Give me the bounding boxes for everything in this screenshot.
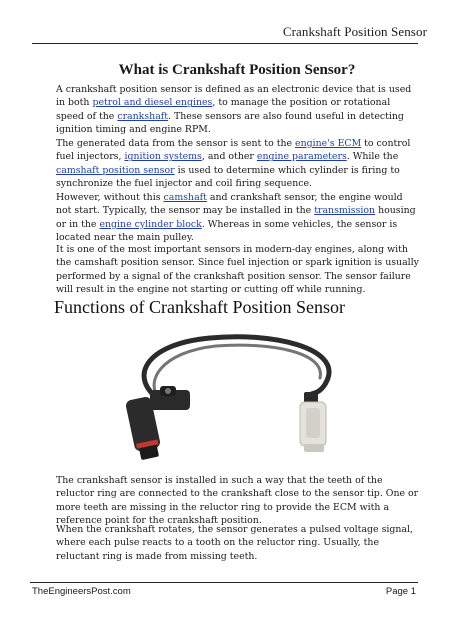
- sensor-connector: [300, 392, 326, 452]
- text-run: . These sensors are also found useful in detecting ignition timing and engine RPM.: [56, 110, 404, 136]
- paragraph-definition: [56, 83, 420, 137]
- text-run: , and other: [201, 151, 257, 163]
- sensor-body: [125, 386, 190, 460]
- text-run: However, without this: [56, 192, 164, 203]
- text-run: The generated data from the sensor is sent to the: [56, 138, 296, 149]
- paragraph-rotation: [56, 523, 420, 563]
- link-transmission[interactable]: transmission: [314, 205, 376, 217]
- link-engine-cylinder-block[interactable]: engine cylinder block: [99, 218, 202, 230]
- link-camshaft-position-sensor[interactable]: camshaft position sensor: [56, 164, 175, 176]
- paragraph-text: When the crankshaft rotates, the sensor generates a pulsed voltage signal, where each pulse reacts to a tooth on the reluctor ring. Usually, the reluctant ring is made from missing teeth.: [56, 524, 413, 562]
- text-run: and crankshaft sensor, the engine would not start. Typically, the sensor may be installed in the: [56, 192, 403, 217]
- link-ignition-systems[interactable]: ignition systems: [124, 151, 202, 163]
- paragraph-location: [56, 191, 420, 245]
- footer-rule: [30, 582, 418, 583]
- running-header-title: Crankshaft Position Sensor: [282, 24, 427, 39]
- paragraph-installation: [56, 474, 420, 528]
- link-petrol-diesel-engines[interactable]: petrol and diesel engines: [92, 97, 213, 109]
- link-camshaft[interactable]: camshaft: [163, 192, 207, 203]
- text-run: A crankshaft position sensor is defined as an electronic device that is used in both: [56, 84, 412, 109]
- paragraph-importance: [56, 243, 420, 297]
- text-run: . Whereas in some vehicles, the sensor is located near the main pulley.: [56, 218, 398, 244]
- paragraph-text: The crankshaft sensor is installed in such a way that the teeth of the reluctor ring are connected to the crankshaft close to the sensor tip. One or more teeth are missing in the reluctor ring to provide the ECM with a reference point for the crankshaft position.: [56, 475, 419, 527]
- crankshaft-sensor-photo: [114, 326, 362, 466]
- text-run: . While the: [346, 151, 399, 163]
- header-rule: [32, 43, 418, 44]
- paragraph-text: It is one of the most important sensors in modern-day engines, along with the camshaft position sensor. Since fuel injection or spark ignition is usually performed by a signal of the crankshaft position sensor. The sensor failure will result in the engine not starting or cutting off while running.: [56, 244, 419, 296]
- link-crankshaft[interactable]: crankshaft: [117, 110, 169, 122]
- text-run: , to manage the position or rotational speed of the: [56, 97, 391, 122]
- link-engine-ecm[interactable]: engine's ECM: [295, 138, 362, 149]
- text-run: to control fuel injectors,: [56, 138, 411, 163]
- section-heading-what-is: What is Crankshaft Position Sensor?: [118, 62, 356, 78]
- link-engine-parameters[interactable]: engine parameters: [256, 151, 347, 163]
- paragraph-ecm: [56, 137, 420, 191]
- section-heading-functions: Functions of Crankshaft Position Sensor: [54, 297, 345, 317]
- footer-page-number: Page 1: [385, 586, 416, 597]
- text-run: is used to determine which cylinder is firing to synchronize the fuel injector and coil firing sequence.: [56, 164, 400, 190]
- footer-site-name: TheEngineersPost.com: [32, 586, 131, 597]
- text-run: housing or in the: [56, 205, 416, 230]
